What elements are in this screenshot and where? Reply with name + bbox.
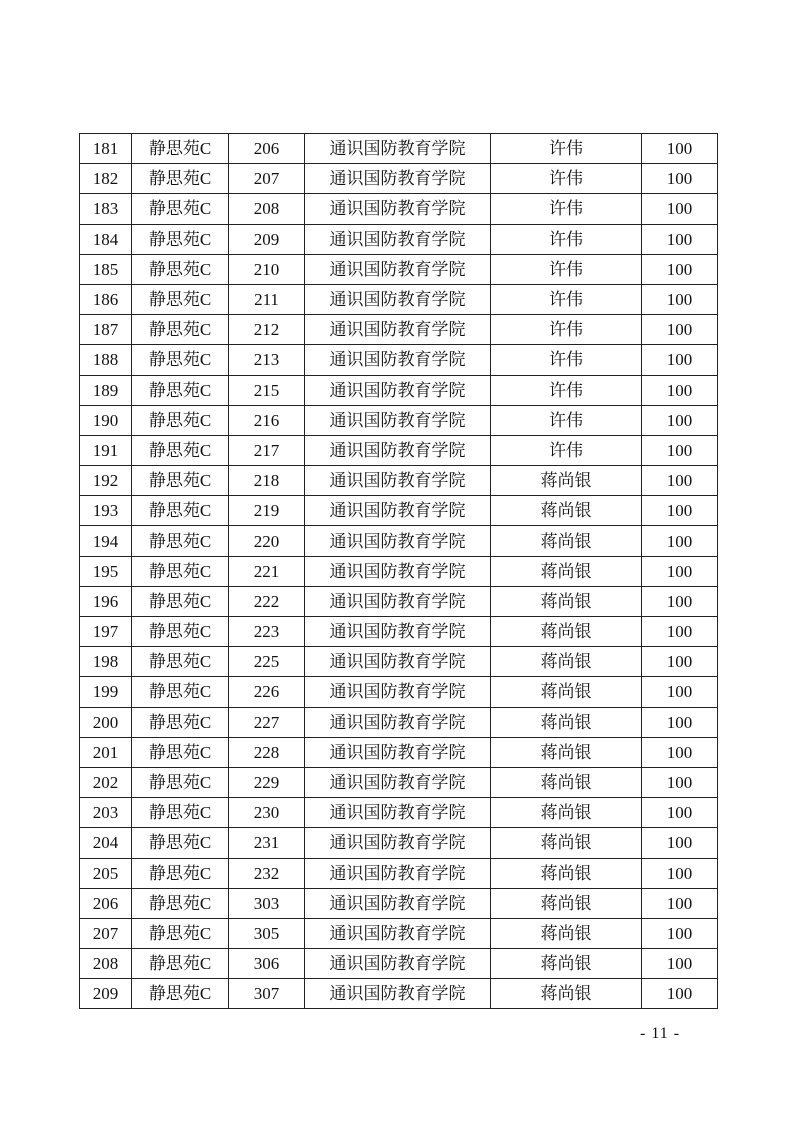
table-row: [80, 134, 718, 164]
score-cell: 100: [642, 466, 718, 496]
score-cell: 100: [642, 949, 718, 979]
counselor-cell: 蒋尚银: [491, 888, 642, 918]
row-index-cell: 181: [80, 134, 132, 164]
score-cell: 100: [642, 677, 718, 707]
score-cell: 100: [642, 858, 718, 888]
score-cell: 100: [642, 345, 718, 375]
row-index-cell: 193: [80, 496, 132, 526]
score-cell: 100: [642, 375, 718, 405]
room-number-cell: 209: [229, 224, 305, 254]
score-cell: 100: [642, 888, 718, 918]
counselor-cell: 蒋尚银: [491, 949, 642, 979]
room-number-cell: 212: [229, 315, 305, 345]
table-row: [80, 707, 718, 737]
college-cell: 通识国防教育学院: [305, 677, 491, 707]
room-number-cell: 230: [229, 798, 305, 828]
building-cell: 静思苑C: [132, 496, 229, 526]
college-cell: 通识国防教育学院: [305, 375, 491, 405]
page-number: - 11 -: [640, 1025, 681, 1042]
college-cell: 通识国防教育学院: [305, 888, 491, 918]
score-cell: 100: [642, 435, 718, 465]
counselor-cell: 蒋尚银: [491, 617, 642, 647]
row-index-cell: 191: [80, 435, 132, 465]
room-number-cell: 213: [229, 345, 305, 375]
counselor-cell: 蒋尚银: [491, 707, 642, 737]
college-cell: 通识国防教育学院: [305, 858, 491, 888]
table-row: [80, 375, 718, 405]
counselor-cell: 许伟: [491, 405, 642, 435]
table-row: [80, 435, 718, 465]
table-row: [80, 194, 718, 224]
building-cell: 静思苑C: [132, 707, 229, 737]
table-row: [80, 526, 718, 556]
row-index-cell: 199: [80, 677, 132, 707]
room-number-cell: 232: [229, 858, 305, 888]
table-row: [80, 586, 718, 616]
college-cell: 通识国防教育学院: [305, 134, 491, 164]
row-index-cell: 186: [80, 284, 132, 314]
college-cell: 通识国防教育学院: [305, 556, 491, 586]
building-cell: 静思苑C: [132, 284, 229, 314]
room-number-cell: 206: [229, 134, 305, 164]
counselor-cell: 蒋尚银: [491, 979, 642, 1009]
score-cell: 100: [642, 737, 718, 767]
row-index-cell: 184: [80, 224, 132, 254]
table-row: [80, 979, 718, 1009]
building-cell: 静思苑C: [132, 586, 229, 616]
counselor-cell: 蒋尚银: [491, 586, 642, 616]
row-index-cell: 196: [80, 586, 132, 616]
table-row: [80, 496, 718, 526]
room-number-cell: 229: [229, 767, 305, 797]
row-index-cell: 189: [80, 375, 132, 405]
counselor-cell: 许伟: [491, 134, 642, 164]
table-row: [80, 949, 718, 979]
row-index-cell: 197: [80, 617, 132, 647]
building-cell: 静思苑C: [132, 164, 229, 194]
row-index-cell: 182: [80, 164, 132, 194]
counselor-cell: 许伟: [491, 315, 642, 345]
score-cell: 100: [642, 617, 718, 647]
counselor-cell: 蒋尚银: [491, 466, 642, 496]
row-index-cell: 203: [80, 798, 132, 828]
building-cell: 静思苑C: [132, 315, 229, 345]
score-cell: 100: [642, 224, 718, 254]
row-index-cell: 194: [80, 526, 132, 556]
building-cell: 静思苑C: [132, 345, 229, 375]
score-cell: 100: [642, 767, 718, 797]
table-row: [80, 647, 718, 677]
college-cell: 通识国防教育学院: [305, 405, 491, 435]
room-number-cell: 221: [229, 556, 305, 586]
building-cell: 静思苑C: [132, 466, 229, 496]
building-cell: 静思苑C: [132, 737, 229, 767]
building-cell: 静思苑C: [132, 375, 229, 405]
table-row: [80, 888, 718, 918]
row-index-cell: 190: [80, 405, 132, 435]
score-cell: 100: [642, 194, 718, 224]
room-number-cell: 306: [229, 949, 305, 979]
room-number-cell: 305: [229, 918, 305, 948]
row-index-cell: 192: [80, 466, 132, 496]
building-cell: 静思苑C: [132, 194, 229, 224]
room-number-cell: 227: [229, 707, 305, 737]
row-index-cell: 198: [80, 647, 132, 677]
building-cell: 静思苑C: [132, 677, 229, 707]
counselor-cell: 蒋尚银: [491, 858, 642, 888]
dormitory-score-table: [79, 133, 718, 1009]
score-cell: 100: [642, 405, 718, 435]
row-index-cell: 206: [80, 888, 132, 918]
college-cell: 通识国防教育学院: [305, 496, 491, 526]
room-number-cell: 219: [229, 496, 305, 526]
score-cell: 100: [642, 315, 718, 345]
room-number-cell: 222: [229, 586, 305, 616]
college-cell: 通识国防教育学院: [305, 194, 491, 224]
room-number-cell: 226: [229, 677, 305, 707]
room-number-cell: 225: [229, 647, 305, 677]
score-cell: 100: [642, 556, 718, 586]
row-index-cell: 188: [80, 345, 132, 375]
counselor-cell: 蒋尚银: [491, 496, 642, 526]
college-cell: 通识国防教育学院: [305, 617, 491, 647]
row-index-cell: 183: [80, 194, 132, 224]
building-cell: 静思苑C: [132, 979, 229, 1009]
score-cell: 100: [642, 496, 718, 526]
college-cell: 通识国防教育学院: [305, 345, 491, 375]
counselor-cell: 许伟: [491, 375, 642, 405]
college-cell: 通识国防教育学院: [305, 284, 491, 314]
score-cell: 100: [642, 164, 718, 194]
row-index-cell: 204: [80, 828, 132, 858]
table-row: [80, 767, 718, 797]
building-cell: 静思苑C: [132, 134, 229, 164]
table-row: [80, 405, 718, 435]
room-number-cell: 216: [229, 405, 305, 435]
score-cell: 100: [642, 828, 718, 858]
building-cell: 静思苑C: [132, 405, 229, 435]
counselor-cell: 许伟: [491, 164, 642, 194]
building-cell: 静思苑C: [132, 254, 229, 284]
score-cell: 100: [642, 526, 718, 556]
row-index-cell: 208: [80, 949, 132, 979]
college-cell: 通识国防教育学院: [305, 707, 491, 737]
building-cell: 静思苑C: [132, 798, 229, 828]
college-cell: 通识国防教育学院: [305, 254, 491, 284]
table-row: [80, 918, 718, 948]
counselor-cell: 许伟: [491, 224, 642, 254]
table-row: [80, 737, 718, 767]
college-cell: 通识国防教育学院: [305, 586, 491, 616]
row-index-cell: 207: [80, 918, 132, 948]
row-index-cell: 195: [80, 556, 132, 586]
room-number-cell: 217: [229, 435, 305, 465]
score-cell: 100: [642, 979, 718, 1009]
score-cell: 100: [642, 586, 718, 616]
table-body: [80, 134, 718, 1009]
table-row: [80, 858, 718, 888]
row-index-cell: 185: [80, 254, 132, 284]
room-number-cell: 211: [229, 284, 305, 314]
building-cell: 静思苑C: [132, 556, 229, 586]
room-number-cell: 215: [229, 375, 305, 405]
table-row: [80, 556, 718, 586]
room-number-cell: 218: [229, 466, 305, 496]
row-index-cell: 201: [80, 737, 132, 767]
room-number-cell: 210: [229, 254, 305, 284]
score-cell: 100: [642, 707, 718, 737]
building-cell: 静思苑C: [132, 828, 229, 858]
room-number-cell: 223: [229, 617, 305, 647]
room-number-cell: 303: [229, 888, 305, 918]
score-cell: 100: [642, 918, 718, 948]
table-row: [80, 828, 718, 858]
counselor-cell: 蒋尚银: [491, 677, 642, 707]
college-cell: 通识国防教育学院: [305, 737, 491, 767]
building-cell: 静思苑C: [132, 918, 229, 948]
college-cell: 通识国防教育学院: [305, 979, 491, 1009]
score-cell: 100: [642, 798, 718, 828]
building-cell: 静思苑C: [132, 949, 229, 979]
building-cell: 静思苑C: [132, 526, 229, 556]
college-cell: 通识国防教育学院: [305, 767, 491, 797]
college-cell: 通识国防教育学院: [305, 798, 491, 828]
table-row: [80, 254, 718, 284]
counselor-cell: 蒋尚银: [491, 556, 642, 586]
counselor-cell: 许伟: [491, 254, 642, 284]
counselor-cell: 蒋尚银: [491, 647, 642, 677]
room-number-cell: 307: [229, 979, 305, 1009]
college-cell: 通识国防教育学院: [305, 949, 491, 979]
building-cell: 静思苑C: [132, 767, 229, 797]
table-row: [80, 284, 718, 314]
room-number-cell: 220: [229, 526, 305, 556]
room-number-cell: 208: [229, 194, 305, 224]
counselor-cell: 蒋尚银: [491, 526, 642, 556]
counselor-cell: 许伟: [491, 194, 642, 224]
college-cell: 通识国防教育学院: [305, 224, 491, 254]
row-index-cell: 209: [80, 979, 132, 1009]
row-index-cell: 202: [80, 767, 132, 797]
counselor-cell: 蒋尚银: [491, 828, 642, 858]
table-row: [80, 617, 718, 647]
building-cell: 静思苑C: [132, 888, 229, 918]
score-cell: 100: [642, 284, 718, 314]
building-cell: 静思苑C: [132, 224, 229, 254]
table-row: [80, 164, 718, 194]
table-row: [80, 345, 718, 375]
score-cell: 100: [642, 647, 718, 677]
row-index-cell: 200: [80, 707, 132, 737]
building-cell: 静思苑C: [132, 858, 229, 888]
college-cell: 通识国防教育学院: [305, 466, 491, 496]
counselor-cell: 许伟: [491, 284, 642, 314]
college-cell: 通识国防教育学院: [305, 435, 491, 465]
row-index-cell: 205: [80, 858, 132, 888]
table-row: [80, 798, 718, 828]
counselor-cell: 许伟: [491, 435, 642, 465]
college-cell: 通识国防教育学院: [305, 526, 491, 556]
counselor-cell: 蒋尚银: [491, 918, 642, 948]
score-cell: 100: [642, 134, 718, 164]
building-cell: 静思苑C: [132, 435, 229, 465]
college-cell: 通识国防教育学院: [305, 647, 491, 677]
counselor-cell: 蒋尚银: [491, 798, 642, 828]
room-number-cell: 231: [229, 828, 305, 858]
table-row: [80, 466, 718, 496]
table-row: [80, 677, 718, 707]
counselor-cell: 蒋尚银: [491, 767, 642, 797]
college-cell: 通识国防教育学院: [305, 164, 491, 194]
college-cell: 通识国防教育学院: [305, 828, 491, 858]
college-cell: 通识国防教育学院: [305, 918, 491, 948]
row-index-cell: 187: [80, 315, 132, 345]
building-cell: 静思苑C: [132, 617, 229, 647]
college-cell: 通识国防教育学院: [305, 315, 491, 345]
room-number-cell: 228: [229, 737, 305, 767]
building-cell: 静思苑C: [132, 647, 229, 677]
score-cell: 100: [642, 254, 718, 284]
counselor-cell: 许伟: [491, 345, 642, 375]
counselor-cell: 蒋尚银: [491, 737, 642, 767]
table-row: [80, 315, 718, 345]
room-number-cell: 207: [229, 164, 305, 194]
table-row: [80, 224, 718, 254]
